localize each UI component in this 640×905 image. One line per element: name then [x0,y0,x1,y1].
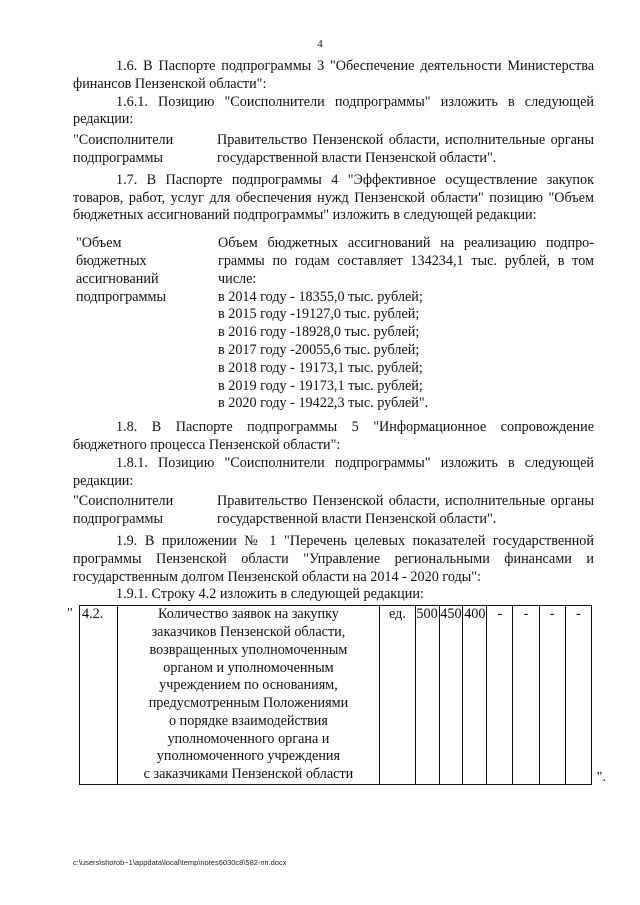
budget-year-2017: в 2017 году -20055,6 тыс. рублей; [218,341,420,358]
indicator-table [79,605,592,785]
row-name-cell: Количество заявок на закупку заказчиков Пензенской области, возвращенных уполномоченным органом и уполномоченным учреждением по основаниям, предусмотренным Положениями о порядке взаимодействия уполномоченного органа и уполномоченного учреждения с заказчиками Пензенской области [117,606,380,785]
row-number-cell: 4.2. [80,606,118,785]
page-number: 4 [317,38,323,50]
paragraph-1-6: 1.6. В Паспорте подпрограммы 3 "Обеспечение деятельности Министерства финансов Пензенской области": [73,58,594,92]
budget-value [218,235,594,413]
paragraph-1-6-1: 1.6.1. Позицию "Соисполнители подпрограммы" изложить в следующей редакции: [73,93,594,128]
unit-cell: ед. [380,606,415,785]
coexecutors-label-a: "Соисполнители подпрограммы [73,132,174,166]
paragraph-1-7: 1.7. В Паспорте подпрограммы 4 "Эффективное осуществление закупок товаров, работ, услуг для обеспечения нужд Пензенской области" позицию "Объем бюджетных ассигнований подпрограммы" изложить в следующей редакции: [73,171,594,224]
table-close-quote: ". [596,770,606,786]
file-path-footer: c:\users\shorob~1\appdata\local\temp\notes6030c8\582-пп.docx [73,858,287,867]
table-row [80,606,592,785]
document-body [67,58,606,786]
budget-year-2020: в 2020 году - 19422,3 тыс. рублей". [218,395,429,412]
coexecutors-block-b [73,493,594,529]
coexecutors-label-b: "Соисполнители подпрограммы [73,493,174,528]
paragraph-1-9: 1.9. В приложении № 1 "Перечень целевых показателей государственной программы Пензенской области "Управление региональными финансами и государственным долгом Пензенской области на 2014 - 2020 годы": [73,532,594,585]
paragraph-1-8: 1.8. В Паспорте подпрограммы 5 "Информационное сопровождение бюджетного процесса Пензенской области": [73,419,594,453]
budget-intro: Объем бюджетных ассигнований на реализацию подпро-граммы по годам составляет 134234,1 тыс. рублей, в том числе: [218,235,594,287]
value-cell: 400 [463,606,487,785]
budget-year-2018: в 2018 году - 19173,1 тыс. рублей; [218,359,423,376]
coexecutors-block-a [73,132,594,168]
value-cell: - [539,606,565,785]
budget-year-2019: в 2019 году - 19173,1 тыс. рублей; [218,377,423,394]
value-cell: 500 [415,606,439,785]
value-cell: - [513,606,539,785]
indicator-table-wrap [67,605,606,786]
value-cell: - [565,606,591,785]
value-cell: 450 [439,606,463,785]
budget-year-2016: в 2016 году -18928,0 тыс. рублей; [218,324,420,341]
coexecutors-value-b: Правительство Пензенской области, исполнительные органы государственной власти Пензенской области". [217,493,594,528]
paragraph-1-8-1: 1.8.1. Позицию "Соисполнители подпрограммы" изложить в следующей редакции: [73,454,594,489]
budget-label: "Объем бюджетных ассигнований подпрограммы [76,235,166,305]
coexecutors-value-a: Правительство Пензенской области, исполнительные органы государственной власти Пензенской области". [217,132,594,166]
budget-year-2015: в 2015 году -19127,0 тыс. рублей; [218,306,420,323]
budget-block [73,235,594,413]
table-open-quote: " [67,606,73,622]
value-cell: - [487,606,513,785]
budget-year-2014: в 2014 году - 18355,0 тыс. рублей; [218,288,423,305]
paragraph-1-9-1: 1.9.1. Строку 4.2 изложить в следующей редакции: [116,586,424,603]
